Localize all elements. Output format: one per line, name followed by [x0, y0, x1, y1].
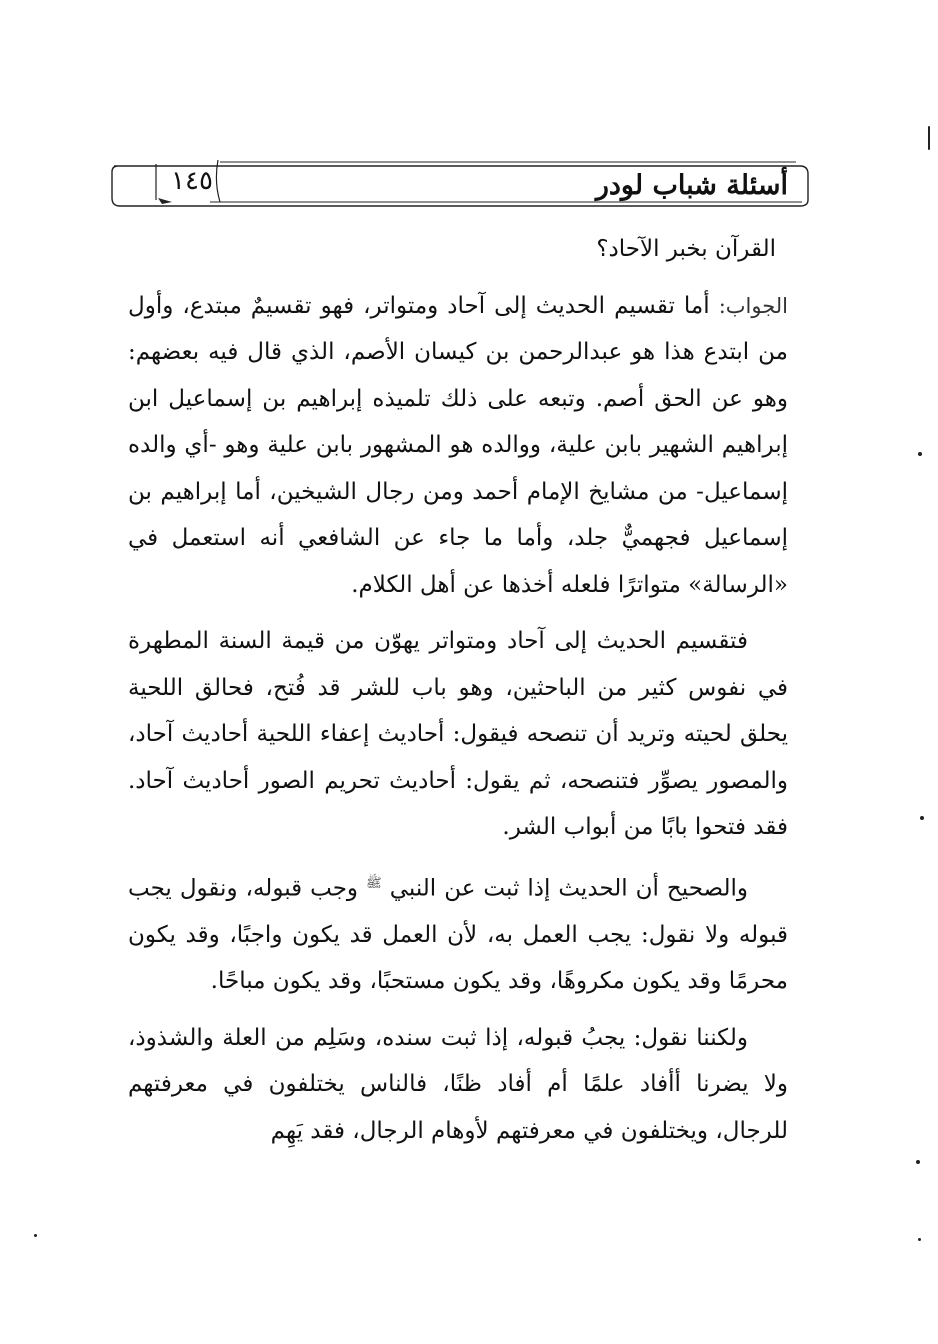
- paragraph-3-text-b: وجب قبوله، ونقول يجب قبوله ولا نقول: يجب العمل به، لأن العمل قد يكون واجبًا، وقد يكون محرمًا وقد يكون مكروهًا، وقد يكون مستحبًا، وقد يكون مباحًا.: [128, 875, 788, 995]
- page-number: ١٤٥: [171, 166, 213, 196]
- scan-speck: [928, 126, 930, 150]
- paragraph-4-text: ولكننا نقول: يجبُ قبوله، إذا ثبت سنده، وسَلِم من العلة والشذوذ، ولا يضرنا أأفاد علمًا أم أفاد ظنًا، فالناس يختلفون في معرفتهم للرجال، ويختلفون في معرفتهم لأوهام الرجال، فقد يَهِم: [128, 1024, 788, 1144]
- page-header: [110, 160, 810, 208]
- paragraph-4: [128, 1015, 788, 1155]
- scan-speck: [34, 1234, 37, 1237]
- paragraph-2-text: فتقسيم الحديث إلى آحاد ومتواتر يهوّن من قيمة السنة المطهرة في نفوس كثير من الباحثين، وهو باب للشر قد فُتح، فحالق اللحية يحلق لحيته وتريد أن تنصحه فيقول: أحاديث إعفاء اللحية أحاديث آحاد، والمصور يصوِّر فتنصحه، ثم يقول: أحاديث تحريم الصور أحاديث آحاد. فقد فتحوا بابًا من أبواب الشر.: [128, 628, 788, 840]
- paragraph-answer: [128, 283, 788, 609]
- running-title: أسئلة شباب لودر: [595, 170, 788, 201]
- paragraph-question-end: [128, 226, 788, 273]
- answer-text: أما تقسيم الحديث إلى آحاد ومتواتر، فهو تقسيمٌ مبتدع، وأول من ابتدع هذا هو عبدالرحمن بن كيسان الأصم، الذي قال فيه بعضهم: وهو عن الحق أصم. وتبعه على ذلك تلميذه إبراهيم بن إسماعيل ابن إبراهيم الشهير بابن علية، ووالده هو المشهور بابن علية وهو -أي والده إسماعيل- من مشايخ الإمام أحمد ومن رجال الشيخين، أما إبراهيم بن إسماعيل فجهميٌّ جلد، وأما ما جاء عن الشافعي أنه استعمل في «الرسالة» متواترًا فلعله أخذها عن أهل الكلام.: [128, 292, 788, 598]
- scan-speck: [916, 1160, 920, 1164]
- scan-speck: [920, 816, 924, 820]
- paragraph-3: [128, 861, 788, 1005]
- answer-label: الجواب:: [718, 293, 789, 318]
- paragraph-3-text-a: والصحيح أن الحديث إذا ثبت عن النبي: [389, 875, 748, 902]
- body-text: [128, 226, 788, 1154]
- question-end-text: القرآن بخبر الآحاد؟: [596, 236, 776, 262]
- scan-speck: [918, 452, 922, 456]
- paragraph-2: [128, 618, 788, 851]
- salutation-glyph: ﷺ: [366, 875, 382, 891]
- scan-speck: [918, 1238, 921, 1241]
